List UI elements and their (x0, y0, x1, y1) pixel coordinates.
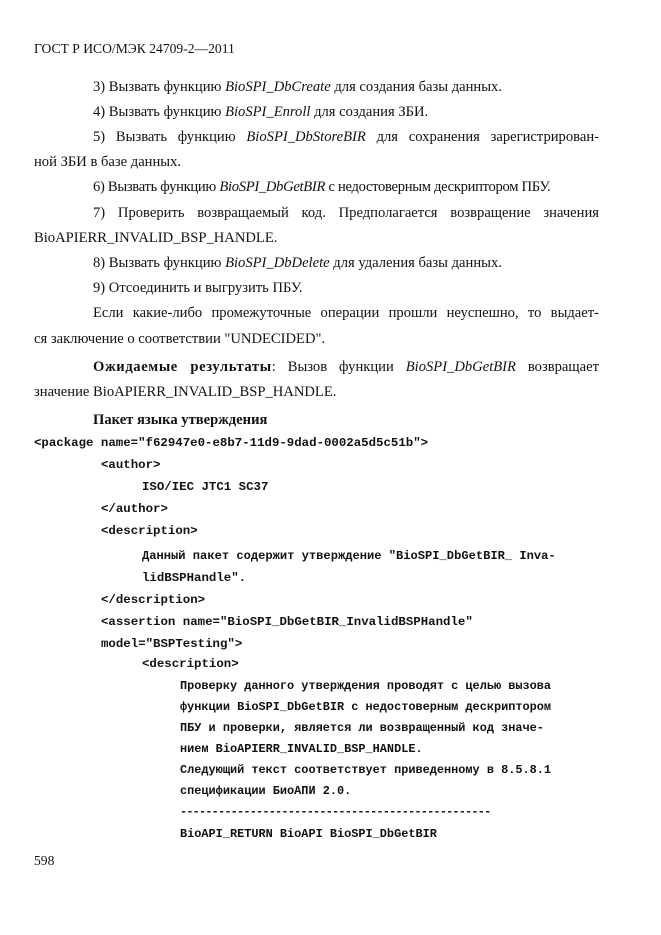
code-line: </author> (101, 502, 168, 516)
code-line: <description> (142, 657, 239, 671)
step-7: 7) Проверить возвращаемый код. Предполагается возвращение значения (93, 205, 599, 221)
expected-results-continuation: значение BioAPIERR_INVALID_BSP_HANDLE. (34, 384, 337, 400)
code-line: model="BSPTesting"> (101, 637, 243, 651)
note-line-1: Если какие-либо промежуточные операции прошли неуспешно, то выдает- (93, 305, 599, 321)
step-8: 8) Вызвать функцию BioSPI_DbDelete для удаления базы данных. (93, 255, 502, 271)
code-line: <author> (101, 458, 161, 472)
page-number: 598 (34, 853, 55, 868)
note-line-2: ся заключение о соответствии "UNDECIDED". (34, 331, 326, 347)
code-line: <package name="f62947e0-e8b7-11d9-9dad-0002a5d5c51b"> (34, 436, 429, 450)
package-heading: Пакет языка утверждения (93, 412, 268, 428)
code-line: </description> (101, 593, 206, 607)
code-line: ПБУ и проверки, является ли возвращенный код значе- (180, 721, 544, 735)
code-line: нием BioAPIERR_INVALID_BSP_HANDLE. (180, 742, 423, 756)
step-7-continuation: BioAPIERR_INVALID_BSP_HANDLE. (34, 230, 278, 246)
step-3: 3) Вызвать функцию BioSPI_DbCreate для создания базы данных. (93, 79, 502, 95)
code-line: функции BioSPI_DbGetBIR с недостоверным дескриптором (180, 700, 552, 714)
code-line: lidBSPHandle". (142, 571, 247, 585)
step-6: 6) Вызвать функцию BioSPI_DbGetBIR с недостоверным дескриптором ПБУ. (93, 179, 551, 195)
code-line: BioAPI_RETURN BioAPI BioSPI_DbGetBIR (180, 827, 437, 841)
code-line: Следующий текст соответствует приведенному в 8.5.8.1 (180, 763, 552, 777)
code-line: спецификации БиоАПИ 2.0. (180, 784, 352, 798)
step-4: 4) Вызвать функцию BioSPI_Enroll для создания ЗБИ. (93, 104, 429, 120)
step-5-continuation: ной ЗБИ в базе данных. (34, 154, 182, 170)
code-line: Проверку данного утверждения проводят с целью вызова (180, 679, 552, 693)
code-separator: ------------------------------------------------- (180, 805, 491, 819)
step-9: 9) Отсоединить и выгрузить ПБУ. (93, 280, 303, 296)
expected-results: Ожидаемые результаты: Вызов функции BioSPI_DbGetBIR возвращает (93, 359, 599, 375)
code-line: ISO/IEC JTC1 SC37 (142, 480, 269, 494)
step-5: 5) Вызвать функцию BioSPI_DbStoreBIR для сохранения зарегистрирован- (93, 129, 599, 145)
document-header: ГОСТ Р ИСО/МЭК 24709-2—2011 (34, 41, 235, 56)
code-line: <description> (101, 524, 198, 538)
code-line: Данный пакет содержит утверждение "BioSPI_DbGetBIR_ Inva- (142, 549, 556, 563)
code-line: <assertion name="BioSPI_DbGetBIR_InvalidBSPHandle" (101, 615, 473, 629)
